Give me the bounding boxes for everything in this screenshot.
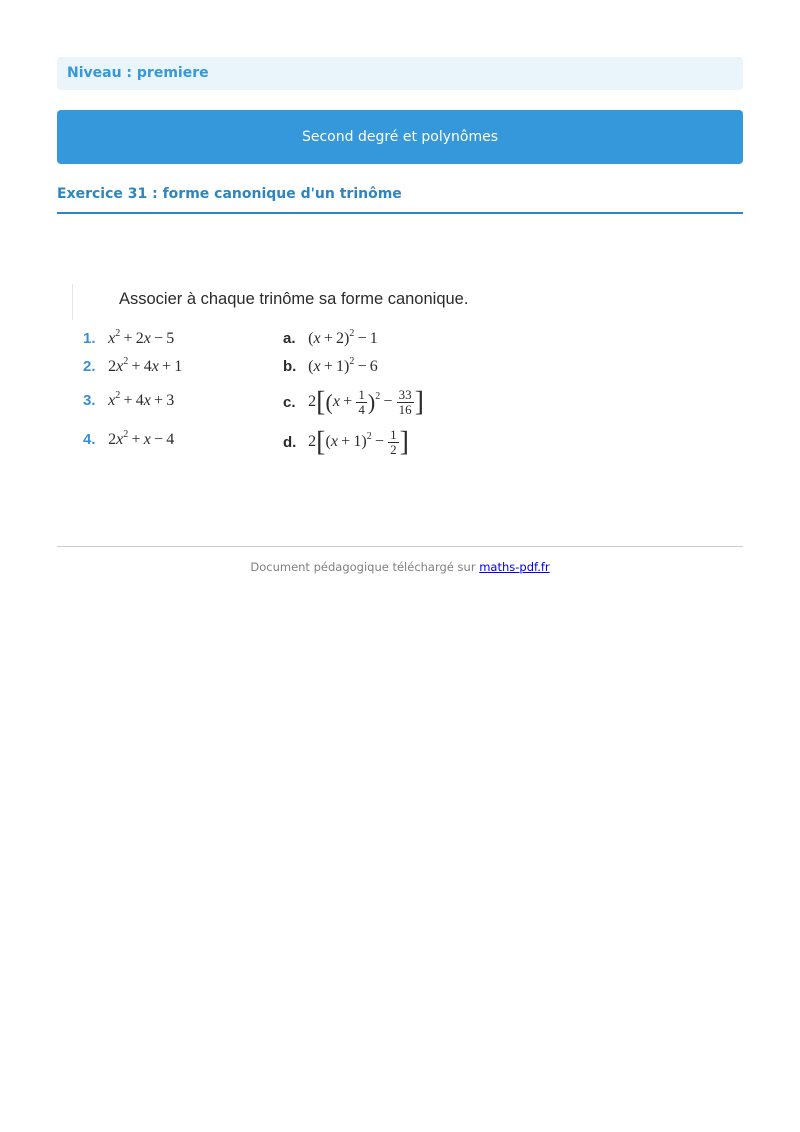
canonical-form-letter: a. [283,330,296,347]
trinomial-item [83,330,174,348]
canonical-form-expression: $2[(x + 1)^2$ − $\frac{1}{2}$ ] [308,426,409,458]
trinomial-expression: $2x^2 + x - 4$ [108,429,175,449]
canonical-form-letter: c. [283,394,296,411]
canonical-form-letter: d. [283,434,297,451]
trinomial-item [83,431,174,449]
canonical-form-expression: $(x + 1)^2 - 6$ [308,356,378,376]
canonical-form-expression: 2[(x + $\frac{1}{4}$ )$^2$ − $\frac{33}{16}$ ] [308,386,424,418]
canonical-form-letter: b. [283,358,297,375]
level-label: Niveau : premiere [67,65,209,81]
trinomial-number: 1. [83,330,96,347]
figure-edge [72,284,73,320]
level-bar [57,57,743,90]
exercise-figure [70,278,550,468]
chapter-banner [57,110,743,164]
footer-link[interactable]: maths-pdf.fr [479,560,550,574]
trinomial-expression: $2x^2 + 4x + 1$ [108,356,183,376]
footer [57,560,743,574]
canonical-form-item [283,358,378,376]
footer-divider [57,546,743,547]
canonical-form-item [283,388,424,417]
trinomial-number: 2. [83,358,96,375]
canonical-form-expression: $(x + 2)^2 - 1$ [308,328,378,348]
trinomial-number: 4. [83,431,96,448]
canonical-form-item [283,428,409,457]
footer-text: Document pédagogique téléchargé sur [250,560,476,574]
exercise-instruction: Associer à chaque trinôme sa forme canonique. [119,290,469,308]
canonical-form-item [283,330,378,348]
trinomial-item [83,358,182,376]
chapter-title: Second degré et polynômes [301,129,499,145]
trinomial-number: 3. [83,392,96,409]
exercise-title: Exercice 31 : forme canonique d'un trinôme [57,186,743,214]
trinomial-expression: $x^2 + 2x - 5$ [108,328,175,348]
trinomial-expression: $x^2 + 4x + 3$ [108,390,175,410]
trinomial-item [83,392,174,410]
